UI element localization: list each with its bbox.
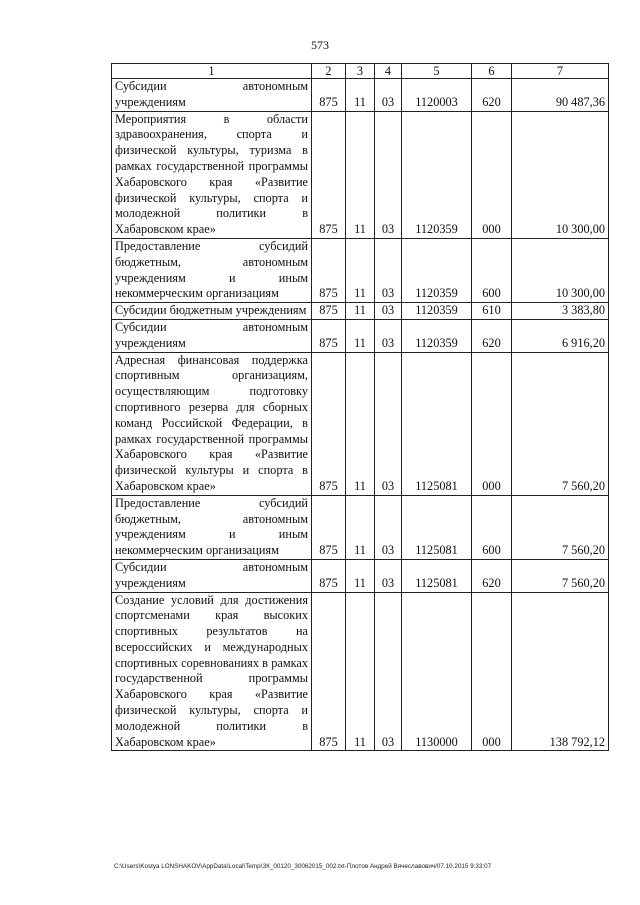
table-row: [112, 303, 609, 320]
col-header-3: 3: [346, 64, 375, 79]
table-row: [112, 352, 609, 495]
cell-section: 11: [346, 495, 375, 559]
row-name: Субсидии автономным учреждениям: [112, 319, 312, 352]
cell-target-article: 1120003: [402, 79, 472, 112]
table-row: [112, 319, 609, 352]
cell-expense-type: 600: [472, 238, 512, 302]
cell-amount: 7 560,20: [512, 495, 609, 559]
cell-target-article: 1120359: [402, 111, 472, 238]
cell-subsection: 03: [375, 559, 402, 592]
row-name: Адресная финансовая поддержка спортивным организациям, осуществляющим подготовку спортивного резерва для сборных команд Российской Федерации, в рамках государственной программы Хабаровского края «Развитие физической культуры и спорта в Хабаровском крае»: [112, 352, 312, 495]
table-row: [112, 592, 609, 751]
cell-section: 11: [346, 111, 375, 238]
page-number: 573: [311, 38, 329, 52]
cell-subsection: 03: [375, 111, 402, 238]
row-name: Предоставление субсидий бюджетным, автономным учреждениям и иным некоммерческим организациям: [112, 238, 312, 302]
cell-amount: 10 300,00: [512, 111, 609, 238]
cell-target-article: 1120359: [402, 319, 472, 352]
cell-target-article: 1125081: [402, 495, 472, 559]
col-header-6: 6: [472, 64, 512, 79]
cell-section: 11: [346, 238, 375, 302]
table-row: [112, 79, 609, 112]
cell-amount: 90 487,36: [512, 79, 609, 112]
row-name: Предоставление субсидий бюджетным, автономным учреждениям и иным некоммерческим организациям: [112, 495, 312, 559]
cell-ministry: 875: [312, 79, 346, 112]
cell-subsection: 03: [375, 319, 402, 352]
cell-subsection: 03: [375, 79, 402, 112]
header-row: [112, 64, 609, 79]
cell-expense-type: 620: [472, 319, 512, 352]
cell-ministry: 875: [312, 495, 346, 559]
table-row: [112, 111, 609, 238]
cell-target-article: 1125081: [402, 352, 472, 495]
cell-subsection: 03: [375, 303, 402, 320]
cell-ministry: 875: [312, 238, 346, 302]
cell-section: 11: [346, 352, 375, 495]
table-row: [112, 238, 609, 302]
cell-ministry: 875: [312, 592, 346, 751]
cell-ministry: 875: [312, 111, 346, 238]
cell-target-article: 1120359: [402, 303, 472, 320]
cell-subsection: 03: [375, 592, 402, 751]
cell-expense-type: 000: [472, 352, 512, 495]
cell-ministry: 875: [312, 319, 346, 352]
cell-expense-type: 000: [472, 111, 512, 238]
col-header-2: 2: [312, 64, 346, 79]
cell-amount: 7 560,20: [512, 352, 609, 495]
col-header-4: 4: [375, 64, 402, 79]
cell-ministry: 875: [312, 559, 346, 592]
cell-target-article: 1130000: [402, 592, 472, 751]
row-name: Субсидии автономным учреждениям: [112, 79, 312, 112]
cell-section: 11: [346, 592, 375, 751]
row-name: Субсидии бюджетным учреждениям: [112, 303, 312, 320]
cell-amount: 3 383,80: [512, 303, 609, 320]
cell-ministry: 875: [312, 352, 346, 495]
cell-expense-type: 620: [472, 79, 512, 112]
cell-target-article: 1120359: [402, 238, 472, 302]
table-row: [112, 495, 609, 559]
cell-section: 11: [346, 559, 375, 592]
cell-ministry: 875: [312, 303, 346, 320]
cell-target-article: 1125081: [402, 559, 472, 592]
table-row: [112, 559, 609, 592]
budget-table: [111, 63, 609, 751]
cell-section: 11: [346, 303, 375, 320]
cell-expense-type: 600: [472, 495, 512, 559]
cell-amount: 10 300,00: [512, 238, 609, 302]
row-name: Мероприятия в области здравоохранения, спорта и физической культуры, туризма в рамках государственной программы Хабаровского края «Развитие физической культуры, спорта и молодежной политики в Хабаровском крае»: [112, 111, 312, 238]
col-header-1: 1: [112, 64, 312, 79]
col-header-5: 5: [402, 64, 472, 79]
cell-subsection: 03: [375, 352, 402, 495]
cell-amount: 6 916,20: [512, 319, 609, 352]
file-path-footer: C:\Users\Kostya LONSHAKOV\AppData\Local\Temp\ЗК_00120_30062015_002.txt-Плотов Андрей Вячеславович/07.10.2015 9:33:07: [114, 863, 492, 870]
cell-section: 11: [346, 319, 375, 352]
col-header-7: 7: [512, 64, 609, 79]
cell-subsection: 03: [375, 495, 402, 559]
row-name: Создание условий для достижения спортсменами края высоких спортивных результатов на всероссийских и международных спортивных соревнованиях в рамках государственной программы Хабаровского края «Развитие физической культуры, спорта и молодежной политики в Хабаровском крае»: [112, 592, 312, 751]
row-name: Субсидии автономным учреждениям: [112, 559, 312, 592]
cell-subsection: 03: [375, 238, 402, 302]
cell-expense-type: 620: [472, 559, 512, 592]
cell-amount: 138 792,12: [512, 592, 609, 751]
cell-expense-type: 000: [472, 592, 512, 751]
cell-expense-type: 610: [472, 303, 512, 320]
cell-amount: 7 560,20: [512, 559, 609, 592]
cell-section: 11: [346, 79, 375, 112]
